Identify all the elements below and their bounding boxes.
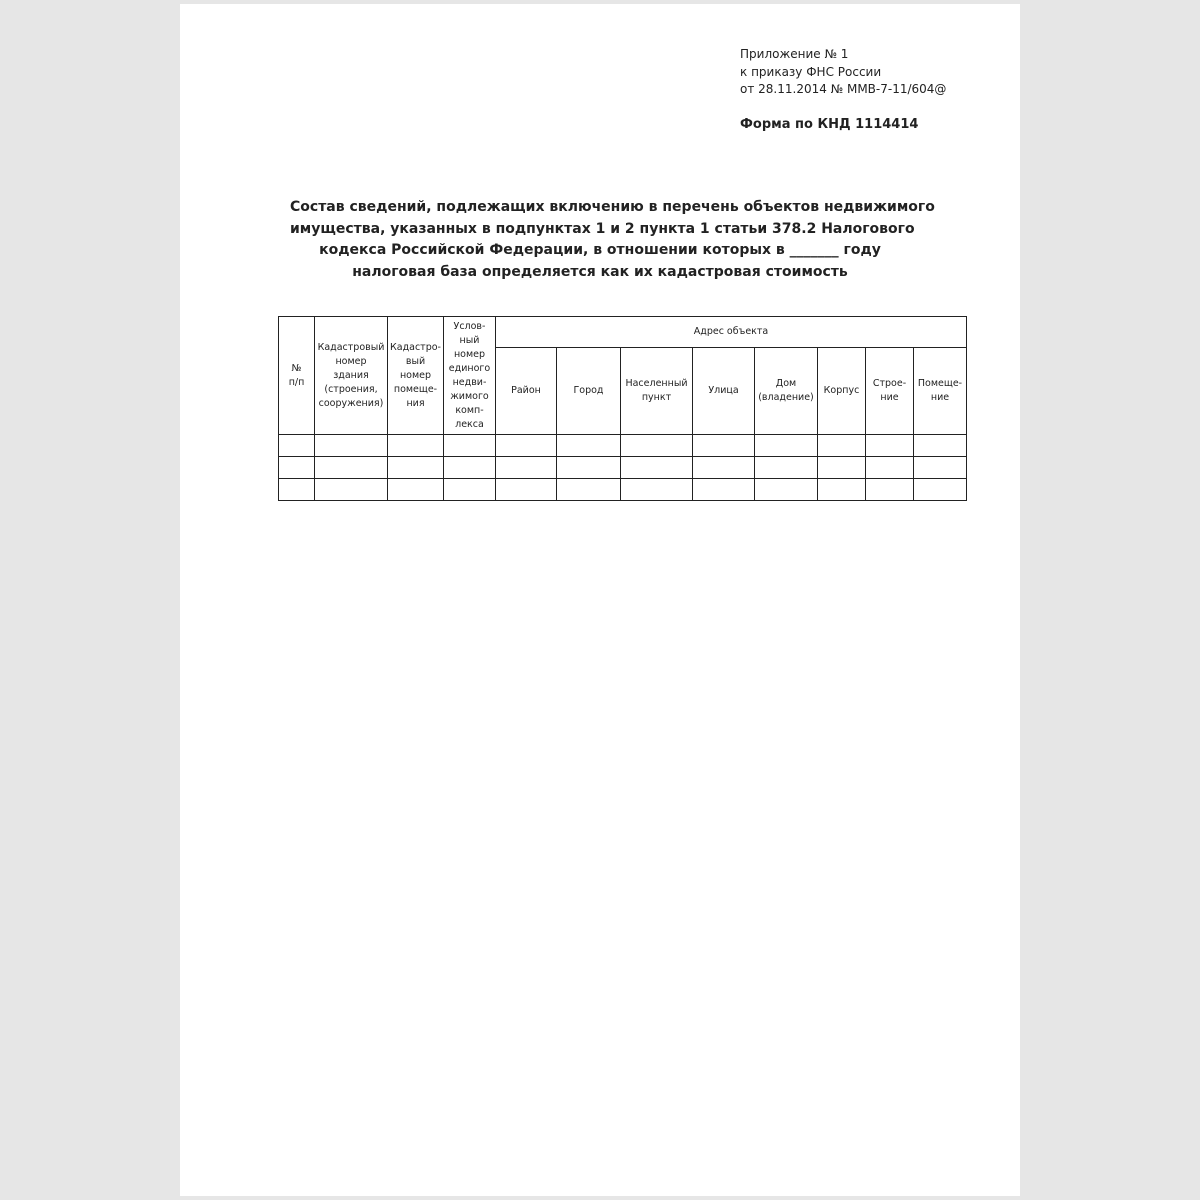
table-cell[interactable] (444, 435, 496, 457)
column-header-premises: Помеще- ние (914, 348, 967, 435)
appendix-line-3: от 28.11.2014 № ММВ-7-11/604@ (740, 82, 947, 96)
table-cell[interactable] (693, 435, 755, 457)
table-cell[interactable] (557, 457, 621, 479)
table-cell[interactable] (866, 457, 914, 479)
table-cell[interactable] (279, 435, 315, 457)
table-cell[interactable] (755, 479, 818, 501)
info-table (278, 316, 967, 501)
table-cell[interactable] (866, 479, 914, 501)
table-cell[interactable] (279, 479, 315, 501)
form-code: Форма по КНД 1114414 (740, 117, 919, 132)
table-cell[interactable] (388, 479, 444, 501)
title-line-1: Состав сведений, подлежащих включению в перечень объектов недвижимого (290, 199, 935, 215)
table-cell[interactable] (315, 435, 388, 457)
column-header-premises-cadastral: Кадастро- вый номер помеще- ния (388, 317, 444, 435)
table-cell[interactable] (315, 457, 388, 479)
column-header-number: № п/п (279, 317, 315, 435)
table-cell[interactable] (388, 457, 444, 479)
column-header-district: Район (496, 348, 557, 435)
column-header-address-group: Адрес объекта (496, 317, 967, 348)
table-cell[interactable] (557, 479, 621, 501)
appendix-line-1: Приложение № 1 (740, 47, 849, 61)
appendix-reference (740, 46, 946, 99)
table-cell[interactable] (621, 479, 693, 501)
column-header-building-cadastral: Кадастровый номер здания (строения, сооружения) (315, 317, 388, 435)
column-header-house: Дом (владение) (755, 348, 818, 435)
table-cell[interactable] (279, 457, 315, 479)
column-header-building: Корпус (818, 348, 866, 435)
table-row (279, 479, 967, 501)
table-cell[interactable] (914, 479, 967, 501)
table-cell[interactable] (496, 479, 557, 501)
title-line-2: имущества, указанных в подпунктах 1 и 2 пункта 1 статьи 378.2 Налогового (290, 220, 915, 237)
table-cell[interactable] (315, 479, 388, 501)
table-cell[interactable] (818, 479, 866, 501)
table-cell[interactable] (621, 457, 693, 479)
table-cell[interactable] (755, 435, 818, 457)
title-line-4: налоговая база определяется как их кадастровая стоимость (352, 263, 848, 280)
column-header-city: Город (557, 348, 621, 435)
column-header-street: Улица (693, 348, 755, 435)
table-cell[interactable] (866, 435, 914, 457)
document-page (180, 4, 1020, 1196)
column-header-complex-number: Услов- ный номер единого недви- жимого комп- лекса (444, 317, 496, 435)
table-cell[interactable] (818, 457, 866, 479)
column-header-locality: Населенный пункт (621, 348, 693, 435)
table-cell[interactable] (914, 457, 967, 479)
table-row (279, 457, 967, 479)
table-cell[interactable] (496, 457, 557, 479)
table-cell[interactable] (557, 435, 621, 457)
table-cell[interactable] (693, 457, 755, 479)
table-cell[interactable] (818, 435, 866, 457)
table-cell[interactable] (388, 435, 444, 457)
table-cell[interactable] (755, 457, 818, 479)
column-header-structure: Строе- ние (866, 348, 914, 435)
table-cell[interactable] (693, 479, 755, 501)
table-cell[interactable] (444, 479, 496, 501)
table-cell[interactable] (444, 457, 496, 479)
appendix-line-2: к приказу ФНС России (740, 64, 882, 79)
table-body (279, 435, 967, 501)
table-row (279, 435, 967, 457)
document-title (290, 197, 935, 283)
table-cell[interactable] (496, 435, 557, 457)
title-line-3: кодекса Российской Федерации, в отношении которых в _______ году (319, 242, 881, 258)
table-cell[interactable] (621, 435, 693, 457)
table-cell[interactable] (914, 435, 967, 457)
